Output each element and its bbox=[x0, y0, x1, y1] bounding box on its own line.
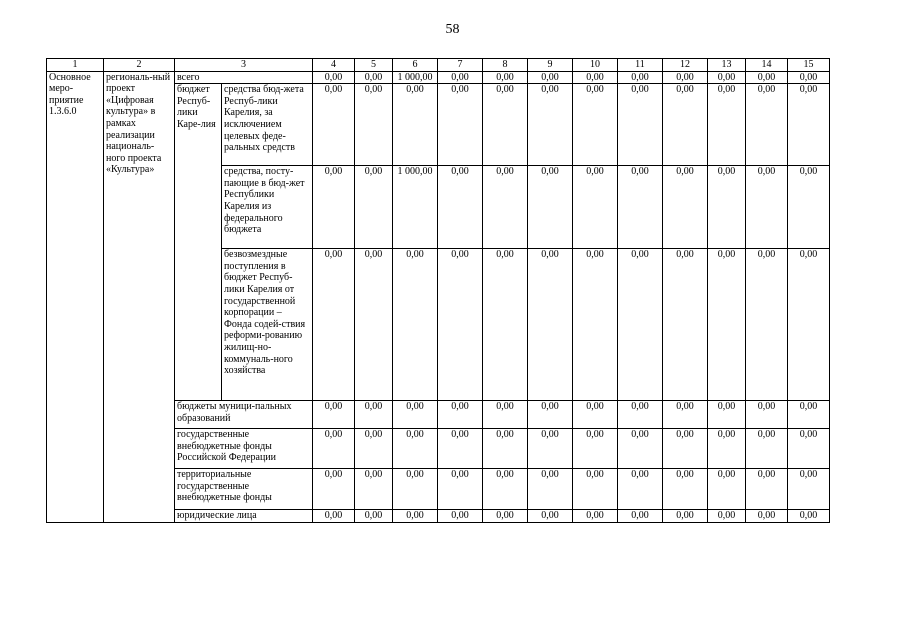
value-cell-col-11: 0,00 bbox=[618, 166, 663, 249]
value-cell-col-10: 0,00 bbox=[573, 469, 618, 510]
value-cell-col-13: 0,00 bbox=[708, 249, 746, 401]
column-header-11: 11 bbox=[618, 59, 663, 72]
value-cell-col-14: 0,00 bbox=[746, 401, 788, 429]
value-cell-col-15: 0,00 bbox=[788, 71, 830, 84]
row-label: безвозмездные поступления в бюджет Респуб-лики Карелия от государственной корпорации – Фонда содей-ствия реформи-рованию жилищ-но-коммуналь-ного хозяйства bbox=[222, 249, 313, 401]
value-cell-col-8: 0,00 bbox=[483, 84, 528, 166]
value-cell-col-14: 0,00 bbox=[746, 429, 788, 469]
value-cell-col-7: 0,00 bbox=[438, 71, 483, 84]
value-cell-col-9: 0,00 bbox=[528, 71, 573, 84]
value-cell-col-15: 0,00 bbox=[788, 510, 830, 523]
value-cell-col-6: 1 000,00 bbox=[393, 166, 438, 249]
column-header-10: 10 bbox=[573, 59, 618, 72]
row-label: юридические лица bbox=[175, 510, 313, 523]
value-cell-col-4: 0,00 bbox=[313, 429, 355, 469]
value-cell-col-14: 0,00 bbox=[746, 71, 788, 84]
value-cell-col-5: 0,00 bbox=[355, 401, 393, 429]
value-cell-col-13: 0,00 bbox=[708, 71, 746, 84]
value-cell-col-13: 0,00 bbox=[708, 401, 746, 429]
value-cell-col-15: 0,00 bbox=[788, 166, 830, 249]
value-cell-col-15: 0,00 bbox=[788, 429, 830, 469]
column-header-3: 3 bbox=[175, 59, 313, 72]
column-header-6: 6 bbox=[393, 59, 438, 72]
value-cell-col-9: 0,00 bbox=[528, 166, 573, 249]
row-label: бюджеты муници-пальных образований bbox=[175, 401, 313, 429]
value-cell-col-4: 0,00 bbox=[313, 510, 355, 523]
column-header-9: 9 bbox=[528, 59, 573, 72]
value-cell-col-14: 0,00 bbox=[746, 510, 788, 523]
value-cell-col-12: 0,00 bbox=[663, 166, 708, 249]
value-cell-col-9: 0,00 bbox=[528, 401, 573, 429]
value-cell-col-6: 0,00 bbox=[393, 469, 438, 510]
value-cell-col-7: 0,00 bbox=[438, 84, 483, 166]
value-cell-col-6: 0,00 bbox=[393, 429, 438, 469]
value-cell-col-6: 0,00 bbox=[393, 510, 438, 523]
value-cell-col-15: 0,00 bbox=[788, 401, 830, 429]
row-label: средства, посту-пающие в бюд-жет Республики Карелия из федерального бюджета bbox=[222, 166, 313, 249]
value-cell-col-12: 0,00 bbox=[663, 71, 708, 84]
value-cell-col-10: 0,00 bbox=[573, 249, 618, 401]
value-cell-col-11: 0,00 bbox=[618, 429, 663, 469]
column-header-7: 7 bbox=[438, 59, 483, 72]
value-cell-col-11: 0,00 bbox=[618, 84, 663, 166]
value-cell-col-5: 0,00 bbox=[355, 510, 393, 523]
value-cell-col-7: 0,00 bbox=[438, 401, 483, 429]
value-cell-col-6: 0,00 bbox=[393, 84, 438, 166]
page-number: 58 bbox=[445, 22, 460, 37]
value-cell-col-8: 0,00 bbox=[483, 71, 528, 84]
value-cell-col-4: 0,00 bbox=[313, 71, 355, 84]
value-cell-col-12: 0,00 bbox=[663, 401, 708, 429]
column-header-1: 1 bbox=[47, 59, 104, 72]
value-cell-col-4: 0,00 bbox=[313, 469, 355, 510]
row-label: средства бюд-жета Респуб-лики Карелия, за исключением целевых феде-ральных средств bbox=[222, 84, 313, 166]
value-cell-col-7: 0,00 bbox=[438, 429, 483, 469]
row-label: всего bbox=[175, 71, 313, 84]
value-cell-col-5: 0,00 bbox=[355, 469, 393, 510]
column-header-2: 2 bbox=[104, 59, 175, 72]
budget-rk-label: бюджет Респуб-лики Каре-лия bbox=[175, 84, 222, 401]
value-cell-col-12: 0,00 bbox=[663, 249, 708, 401]
value-cell-col-13: 0,00 bbox=[708, 510, 746, 523]
column-header-5: 5 bbox=[355, 59, 393, 72]
value-cell-col-5: 0,00 bbox=[355, 71, 393, 84]
value-cell-col-9: 0,00 bbox=[528, 249, 573, 401]
value-cell-col-7: 0,00 bbox=[438, 510, 483, 523]
value-cell-col-14: 0,00 bbox=[746, 84, 788, 166]
value-cell-col-5: 0,00 bbox=[355, 249, 393, 401]
value-cell-col-11: 0,00 bbox=[618, 510, 663, 523]
value-cell-col-9: 0,00 bbox=[528, 84, 573, 166]
value-cell-col-5: 0,00 bbox=[355, 429, 393, 469]
value-cell-col-14: 0,00 bbox=[746, 249, 788, 401]
activity-cell: Основное меро-приятие 1.3.6.0 bbox=[47, 71, 104, 522]
value-cell-col-8: 0,00 bbox=[483, 401, 528, 429]
value-cell-col-11: 0,00 bbox=[618, 469, 663, 510]
row-label: территориальные государственные внебюджетные фонды bbox=[175, 469, 313, 510]
value-cell-col-10: 0,00 bbox=[573, 84, 618, 166]
value-cell-col-4: 0,00 bbox=[313, 249, 355, 401]
value-cell-col-12: 0,00 bbox=[663, 84, 708, 166]
value-cell-col-4: 0,00 bbox=[313, 84, 355, 166]
value-cell-col-12: 0,00 bbox=[663, 429, 708, 469]
budget-table bbox=[46, 58, 830, 523]
column-header-4: 4 bbox=[313, 59, 355, 72]
value-cell-col-11: 0,00 bbox=[618, 249, 663, 401]
header-row bbox=[47, 59, 830, 72]
value-cell-col-6: 0,00 bbox=[393, 401, 438, 429]
value-cell-col-7: 0,00 bbox=[438, 166, 483, 249]
value-cell-col-10: 0,00 bbox=[573, 401, 618, 429]
column-header-15: 15 bbox=[788, 59, 830, 72]
value-cell-col-8: 0,00 bbox=[483, 166, 528, 249]
project-cell: региональ-ный проект «Цифровая культура» в рамках реализации националь-ного проекта «Культура» bbox=[104, 71, 175, 522]
value-cell-col-10: 0,00 bbox=[573, 510, 618, 523]
value-cell-col-12: 0,00 bbox=[663, 469, 708, 510]
table-row bbox=[47, 71, 830, 84]
value-cell-col-12: 0,00 bbox=[663, 510, 708, 523]
value-cell-col-14: 0,00 bbox=[746, 469, 788, 510]
value-cell-col-14: 0,00 bbox=[746, 166, 788, 249]
value-cell-col-9: 0,00 bbox=[528, 469, 573, 510]
value-cell-col-15: 0,00 bbox=[788, 84, 830, 166]
value-cell-col-7: 0,00 bbox=[438, 469, 483, 510]
value-cell-col-7: 0,00 bbox=[438, 249, 483, 401]
value-cell-col-13: 0,00 bbox=[708, 429, 746, 469]
value-cell-col-5: 0,00 bbox=[355, 166, 393, 249]
column-header-12: 12 bbox=[663, 59, 708, 72]
value-cell-col-5: 0,00 bbox=[355, 84, 393, 166]
value-cell-col-4: 0,00 bbox=[313, 166, 355, 249]
value-cell-col-8: 0,00 bbox=[483, 429, 528, 469]
column-header-8: 8 bbox=[483, 59, 528, 72]
value-cell-col-13: 0,00 bbox=[708, 469, 746, 510]
value-cell-col-9: 0,00 bbox=[528, 510, 573, 523]
value-cell-col-6: 1 000,00 bbox=[393, 71, 438, 84]
value-cell-col-8: 0,00 bbox=[483, 249, 528, 401]
column-header-14: 14 bbox=[746, 59, 788, 72]
column-header-13: 13 bbox=[708, 59, 746, 72]
value-cell-col-11: 0,00 bbox=[618, 71, 663, 84]
value-cell-col-4: 0,00 bbox=[313, 401, 355, 429]
value-cell-col-15: 0,00 bbox=[788, 249, 830, 401]
value-cell-col-6: 0,00 bbox=[393, 249, 438, 401]
value-cell-col-15: 0,00 bbox=[788, 469, 830, 510]
value-cell-col-13: 0,00 bbox=[708, 84, 746, 166]
value-cell-col-10: 0,00 bbox=[573, 71, 618, 84]
value-cell-col-11: 0,00 bbox=[618, 401, 663, 429]
value-cell-col-10: 0,00 bbox=[573, 166, 618, 249]
value-cell-col-9: 0,00 bbox=[528, 429, 573, 469]
value-cell-col-13: 0,00 bbox=[708, 166, 746, 249]
value-cell-col-8: 0,00 bbox=[483, 469, 528, 510]
value-cell-col-10: 0,00 bbox=[573, 429, 618, 469]
value-cell-col-8: 0,00 bbox=[483, 510, 528, 523]
row-label: государственные внебюджетные фонды Российской Федерации bbox=[175, 429, 313, 469]
